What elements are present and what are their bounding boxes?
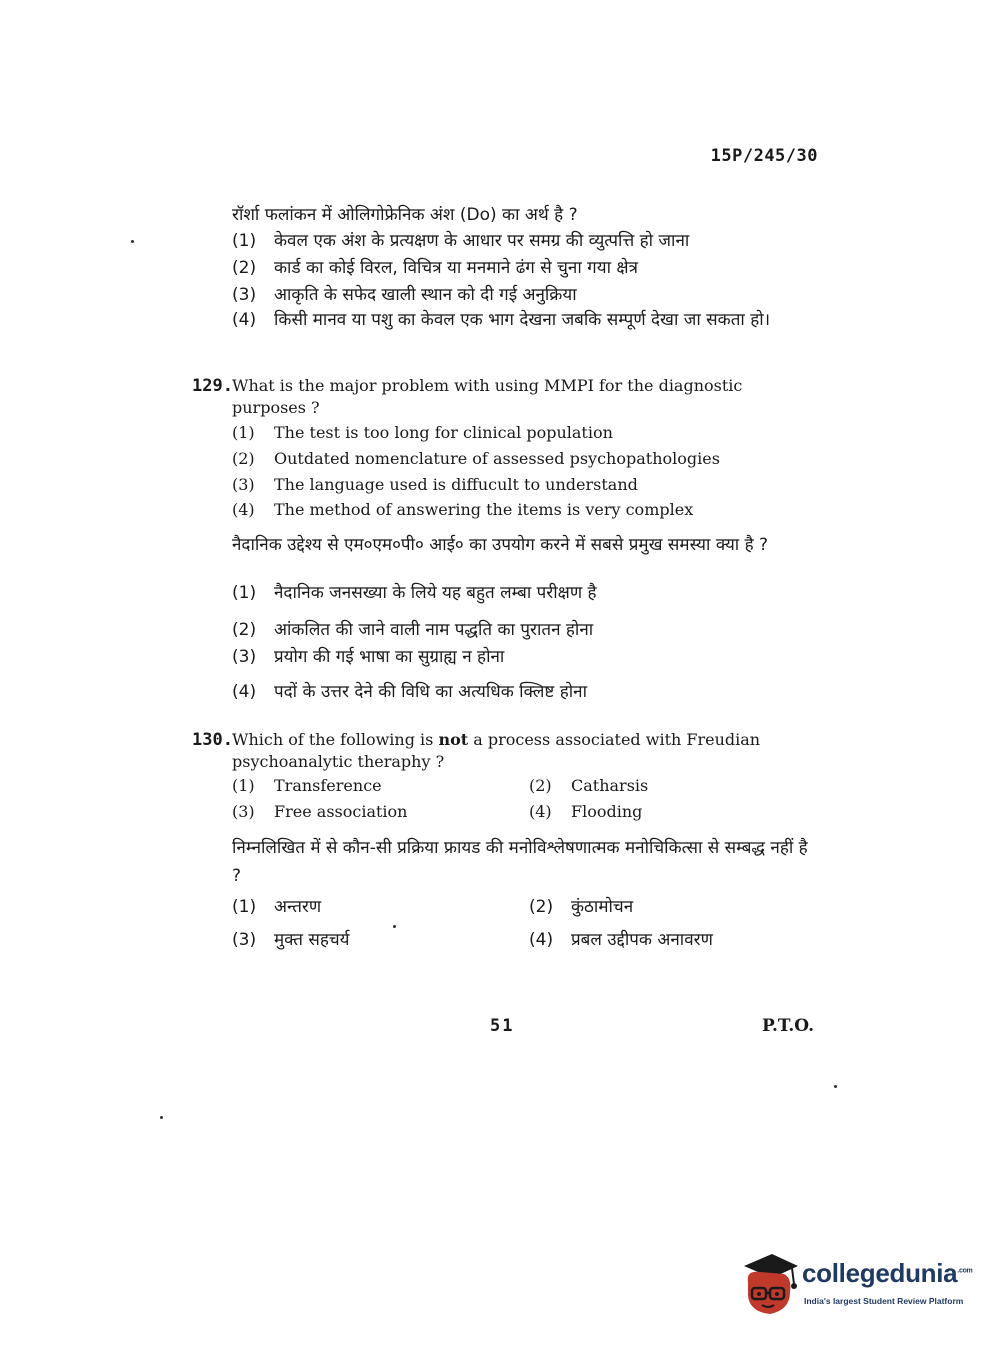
scan-speck: [393, 925, 396, 928]
q129-hindi-question: नैदानिक उद्देश्य से एम०एम०पी० आई० का उपयोग करने में सबसे प्रमुख समस्या क्या है ?: [232, 535, 769, 555]
q130-question: Which of the following is not a process associated with Freudian psychoanalytic theraphy ?: [232, 730, 761, 771]
collegedunia-logo: [740, 1252, 973, 1328]
q129-hindi-option-2: (2) आंकलित की जाने वाली नाम पद्धति का पुरातन होना: [232, 620, 594, 640]
q129-option-2: (2) Outdated nomenclature of assessed psychopathologies: [232, 449, 720, 468]
paper-code: 15P/245/30: [710, 146, 818, 166]
q130-hindi-question: निम्नलिखित में से कौन-सी प्रक्रिया फ्रायड की मनोविश्लेषणात्मक मनोचिकित्सा से सम्बद्ध नहीं है ?: [232, 838, 808, 886]
q128-hindi-option-1: (1) केवल एक अंश के प्रत्यक्षण के आधार पर समग्र की व्युत्पत्ति हो जाना: [232, 231, 690, 251]
q130-hindi-option-2: (2) कुंठामोचन: [529, 897, 634, 917]
q129-option-3: (3) The language used is diffucult to understand: [232, 475, 638, 494]
page-number: 51: [490, 1016, 515, 1036]
logo-tagline: India's largest Student Review Platform: [804, 1296, 964, 1306]
q129-option-4: (4) The method of answering the items is very complex: [232, 500, 694, 519]
q129-hindi-option-3: (3) प्रयोग की गई भाषा का सुग्राह्य न होना: [232, 647, 505, 667]
scan-speck: [834, 1085, 837, 1088]
q130-option-4: (4) Flooding: [529, 802, 643, 821]
q130-option-1: (1) Transference: [232, 776, 382, 795]
scan-speck: [160, 1116, 163, 1119]
q130-hindi-option-3: (3) मुक्त सहचर्य: [232, 930, 350, 950]
q128-hindi-option-4: (4) किसी मानव या पशु का केवल एक भाग देखना जबकि सम्पूर्ण देखा जा सकता हो।: [232, 310, 771, 330]
q130-option-2: (2) Catharsis: [529, 776, 649, 795]
q128-hindi-option-3: (3) आकृति के सफेद खाली स्थान को दी गई अनुक्रिया: [232, 285, 577, 305]
q130-hindi-option-1: (1) अन्तरण: [232, 897, 322, 917]
q129-option-1: (1) The test is too long for clinical population: [232, 423, 613, 442]
q130-hindi-option-4: (4) प्रबल उद्दीपक अनावरण: [529, 930, 713, 950]
q129-hindi-option-4: (4) पदों के उत्तर देने की विधि का अत्यधिक क्लिष्ट होना: [232, 682, 587, 702]
q128-hindi-question: रॉर्शा फलांकन में ओलिगोफ्रेनिक अंश (Do) का अर्थ है ?: [232, 205, 578, 225]
scan-speck: [131, 240, 134, 243]
q129-question: What is the major problem with using MMPI for the diagnostic purposes ?: [232, 376, 743, 417]
q130-option-3: (3) Free association: [232, 802, 408, 821]
q130-number: 130.: [192, 730, 233, 750]
q128-hindi-option-2: (2) कार्ड का कोई विरल, विचित्र या मनमाने ढंग से चुना गया क्षेत्र: [232, 258, 638, 278]
q129-hindi-option-1: (1) नैदानिक जनसख्या के लिये यह बहुत लम्बा परीक्षण है: [232, 583, 597, 603]
q129-number: 129.: [192, 376, 233, 396]
pto-label: P.T.O.: [762, 1016, 814, 1036]
mascot-icon: [740, 1252, 800, 1328]
logo-wordmark: collegedunia$^{.com}$: [802, 1258, 973, 1288]
